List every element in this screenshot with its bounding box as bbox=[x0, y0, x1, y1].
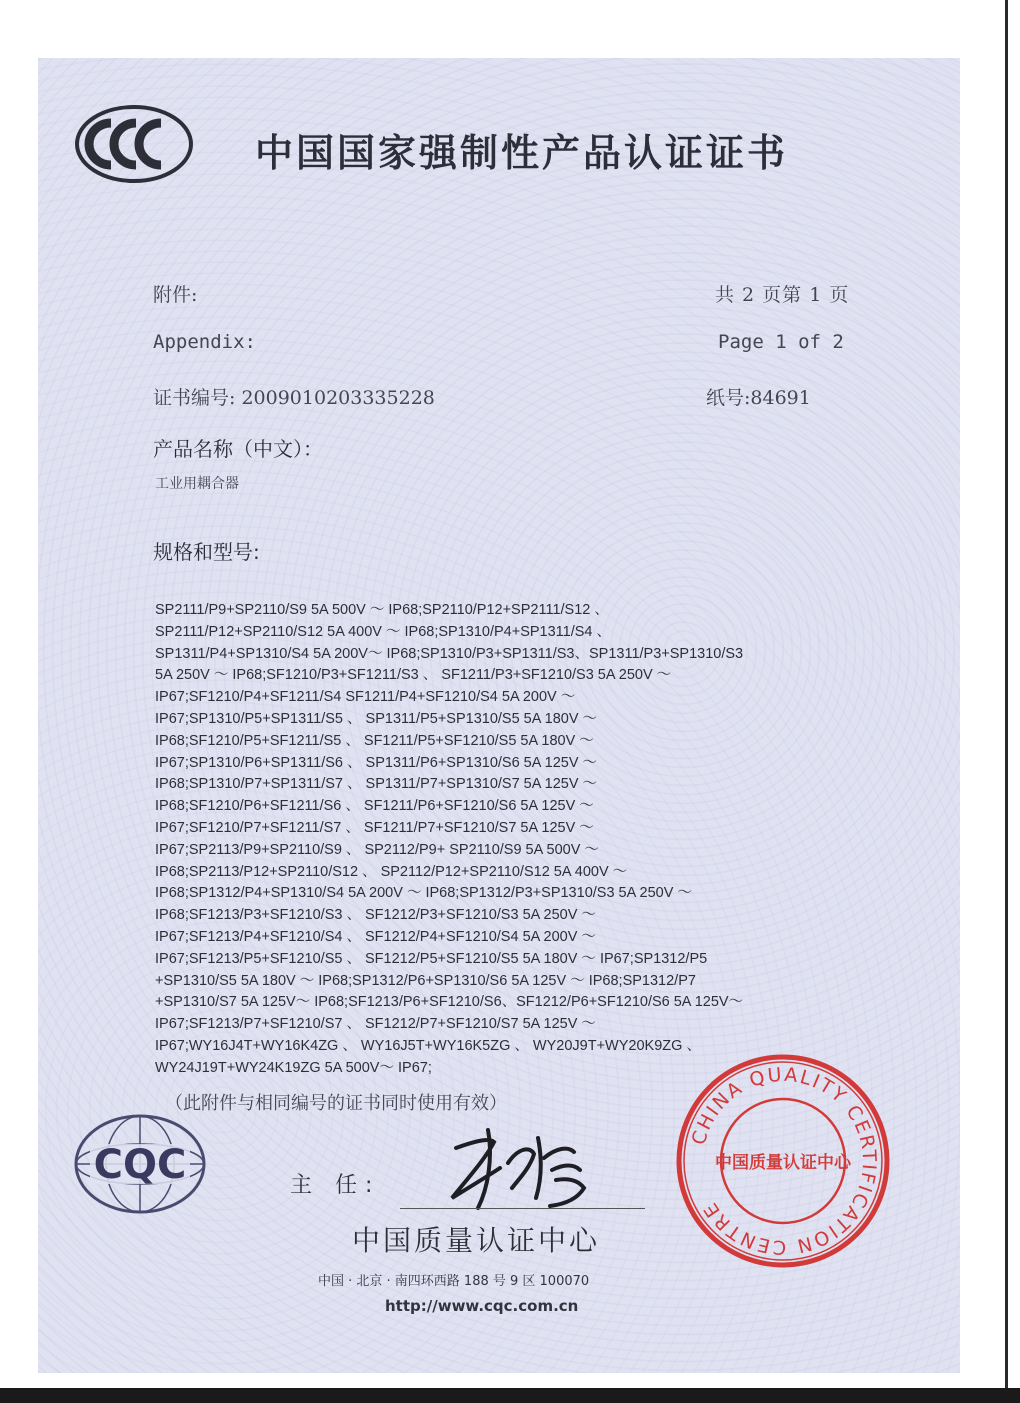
spec-line: IP68;SF1210/P5+SF1211/S5 、 SF1211/P5+SF1210/S5 5A 180V ～ bbox=[155, 732, 594, 749]
paper-number-row bbox=[706, 383, 811, 410]
cqc-logo-icon bbox=[72, 1112, 208, 1216]
spec-list bbox=[155, 600, 885, 1080]
spec-line: IP68;SF1210/P6+SF1211/S6 、 SF1211/P6+SF1210/S6 5A 125V ～ bbox=[155, 798, 594, 815]
paper-number: 84691 bbox=[750, 387, 811, 409]
spec-line: IP67;WY16J4T+WY16K4ZG 、 WY16J5T+WY16K5ZG 、 WY20J9T+WY20K9ZG 、 bbox=[155, 1037, 701, 1054]
director-signature bbox=[438, 1118, 618, 1213]
spec-line: +SP1310/S7 5A 125V～ IP68;SF1213/P6+SF1210/S6、SF1212/P6+SF1210/S6 5A 125V～ bbox=[155, 994, 744, 1011]
director-label: 主 任: bbox=[290, 1173, 381, 1198]
spec-heading: 规格和型号: bbox=[153, 540, 260, 564]
spec-line: IP67;SF1213/P4+SF1210/S4 、 SF1212/P4+SF1210/S4 5A 200V ～ bbox=[155, 928, 596, 945]
spec-line: SP2111/P12+SP2110/S12 5A 400V ～ IP68;SP1310/P4+SP1311/S4 、 bbox=[155, 623, 612, 640]
validity-note: （此附件与相同编号的证书同时使用有效） bbox=[165, 1093, 507, 1114]
scan-edge bbox=[1005, 0, 1008, 1403]
cert-number-label: 证书编号: bbox=[153, 387, 236, 409]
spec-line: IP67;SP2113/P9+SP2110/S9 、 SP2112/P9+ SP2110/S9 5A 500V ～ bbox=[155, 841, 599, 858]
ccc-logo-icon bbox=[73, 103, 195, 185]
spec-line: WY24J19T+WY24K19ZG 5A 500V～ IP67; bbox=[155, 1059, 432, 1076]
product-name-heading: 产品名称（中文）： bbox=[153, 437, 323, 461]
spec-line: IP67;SF1210/P7+SF1211/S7 、 SF1211/P7+SF1210/S7 5A 125V ～ bbox=[155, 819, 594, 836]
certification-seal-icon bbox=[674, 1052, 892, 1270]
spec-line: IP67;SF1210/P4+SF1211/S4 SF1211/P4+SF1210/S4 5A 200V ～ bbox=[155, 689, 576, 706]
spec-line: 5A 250V ～ IP68;SF1210/P3+SF1211/S3 、 SF1211/P3+SF1210/S3 5A 250V ～ bbox=[155, 667, 672, 684]
seal-outer-text: CHINA QUALITY CERTIFICATION CENTRE bbox=[687, 1063, 881, 1259]
page-count-cn: 共 2 页第 1 页 bbox=[715, 284, 850, 306]
spec-line: IP67;SF1213/P5+SF1210/S5 、 SF1212/P5+SF1210/S5 5A 180V ～ IP67;SP1312/P5 bbox=[155, 950, 708, 967]
spec-line: IP68;SP1310/P7+SP1311/S7 、 SP1311/P7+SP1310/S7 5A 125V ～ bbox=[155, 776, 598, 793]
appendix-label-cn: 附件: bbox=[153, 284, 198, 306]
certificate-title: 中国国家强制性产品认证证书 bbox=[255, 131, 789, 175]
spec-line: IP68;SP2113/P12+SP2110/S12 、 SP2112/P12+SP2110/S12 5A 400V ～ bbox=[155, 863, 628, 880]
cert-number: 2009010203335228 bbox=[241, 387, 435, 409]
issuing-center-name: 中国质量认证中心 bbox=[352, 1224, 601, 1257]
seal-inner-text: 中国质量认证中心 bbox=[715, 1153, 851, 1173]
spec-line: IP67;SF1213/P7+SF1210/S7 、 SF1212/P7+SF1210/S7 5A 125V ～ bbox=[155, 1016, 596, 1033]
product-name: 工业用耦合器 bbox=[155, 476, 239, 492]
cert-number-row bbox=[153, 383, 435, 410]
appendix-label-en: Appendix: bbox=[153, 331, 256, 353]
spec-line: SP1311/P4+SP1310/S4 5A 200V～ IP68;SP1310/P3+SP1311/S3、SP1311/P3+SP1310/S3 bbox=[155, 645, 744, 662]
center-address: 中国 · 北京 · 南四环西路 188 号 9 区 100070 bbox=[318, 1274, 590, 1289]
cqc-logo-text: CQC bbox=[93, 1142, 187, 1188]
center-url: http://www.cqc.com.cn bbox=[385, 1297, 579, 1315]
spec-line: +SP1310/S5 5A 180V ～ IP68;SP1312/P6+SP1310/S6 5A 125V ～ IP68;SP1312/P7 bbox=[155, 972, 696, 989]
spec-line: IP68;SP1312/P4+SP1310/S4 5A 200V ～ IP68;SP1312/P3+SP1310/S3 5A 250V ～ bbox=[155, 885, 692, 902]
scan-bottom-edge bbox=[0, 1388, 1020, 1403]
spec-line: SP2111/P9+SP2110/S9 5A 500V ～ IP68;SP2110/P12+SP2111/S12 、 bbox=[155, 602, 609, 618]
spec-line: IP67;SP1310/P5+SP1311/S5 、 SP1311/P5+SP1310/S5 5A 180V ～ bbox=[155, 710, 598, 727]
signature-line bbox=[400, 1208, 645, 1209]
page-count-en: Page 1 of 2 bbox=[718, 331, 844, 353]
spec-line: IP67;SP1310/P6+SP1311/S6 、 SP1311/P6+SP1310/S6 5A 125V ～ bbox=[155, 754, 598, 771]
paper-number-label: 纸号: bbox=[706, 387, 751, 409]
spec-line: IP68;SF1213/P3+SF1210/S3 、 SF1212/P3+SF1210/S3 5A 250V ～ bbox=[155, 907, 596, 924]
